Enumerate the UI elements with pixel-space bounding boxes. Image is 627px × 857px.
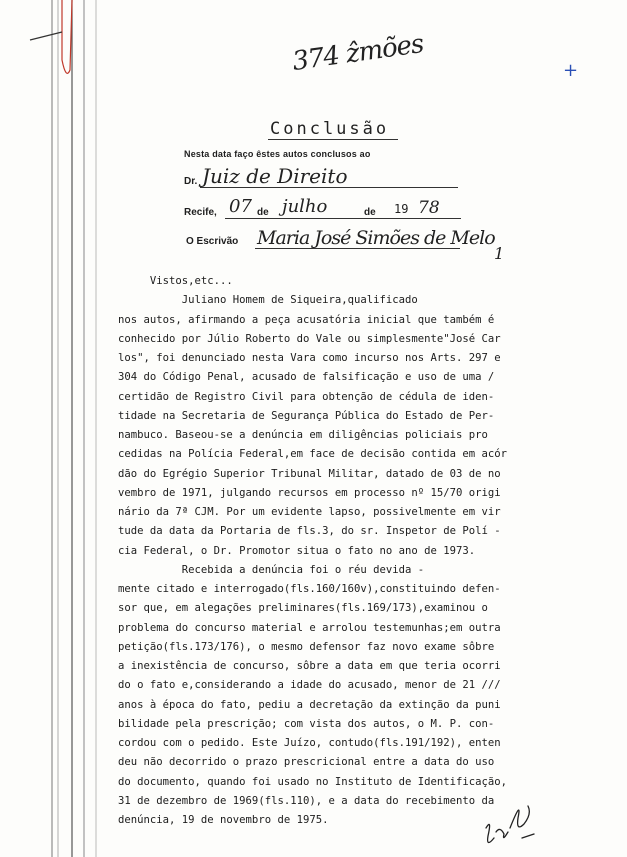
body-line: 31 de dezembro de 1969(fls.110), e a data do recebimento da [118,794,495,807]
judge-signature [478,788,540,852]
stamp-year-prefix: 19 [394,202,409,216]
stamp-conclusion-text: Nesta data faço êstes autos conclusos ao [184,149,371,159]
body-line: nos autos, afirmando a peça acusatória inicial que também é [118,313,495,326]
body-line: mente citado e interrogado(fls.160/160v),constituindo defen- [118,583,501,595]
stamp-year: 78 [418,198,440,218]
document-title: Conclusão [270,119,390,139]
body-line: tude da data da Portaria de fls.3, do sr. Inspetor de Polí - [118,525,501,538]
body-line: conhecido por Júlio Roberto do Vale ou simplesmente"José Car [118,332,501,345]
stamp-month: julho [282,196,328,217]
stamp-escrivao-signature: Maria José Simões de Melo [257,227,495,249]
body-line: tidade na Secretaria de Segurança Pública do Estado de Per- [118,409,495,422]
body-line: petição(fls.173/176), o mesmo defensor faz novo exame sôbre [118,640,495,653]
body-line: sor que, em alegações preliminares(fls.169/173),examinou o [118,602,488,615]
body-line: 304 do Código Penal, acusado de falsificação e uso de uma / [118,371,495,384]
body-line: cordou com o pedido. Este Juízo, contudo(fls.191/192), enten [118,737,501,749]
body-line: cia Federal, o Dr. Promotor situa o fato no ano de 1973. [118,544,476,557]
body-line: dão do Egrégio Superior Tribunal Militar, datado de 03 de no [118,467,501,480]
body-line: cedidas na Polícia Federal,em face de decisão contida em acór [118,448,508,461]
body-line: a inexistência de concurso, sôbre a data em que teria ocorri [118,660,501,672]
body-line: vembro de 1971, julgando recursos em processo nº 15/70 origi [118,486,501,499]
body-line: do o fato e,considerando a idade do acusado, menor de 21 /// [118,679,501,692]
stamp-de-1: de [257,207,269,218]
body-line: los", foi denunciado nesta Vara como incurso nos Arts. 297 e [118,352,501,364]
corner-mark: + [563,60,579,81]
page-number: 1 [494,244,505,263]
body-line: bilidade pela prescrição; com vista dos autos, o M. P. con- [118,717,495,730]
body-line: nambuco. Baseou-se a denúncia em diligências policiais pro [118,429,488,441]
stamp-de-2: de [364,207,376,218]
stamp-dr-label: Dr. [184,176,198,187]
stamp-dr-value: Juiz de Direito [202,164,348,188]
stamp-escrivao-label: O Escrivão [186,236,239,247]
title-underline [268,139,398,140]
body-line: problema do concurso material e arrolou testemunhas;em outra [118,621,501,634]
stamp-recife-label: Recife, [184,207,217,218]
body-line: Juliano Homem de Siqueira,qualificado [118,294,418,307]
folio-number-handwritten: 374 ẑmões [290,28,426,78]
stamp-day: 07 [229,196,252,217]
body-line: Recebida a denúncia foi o réu devida - [118,563,425,576]
stamp-date-line [225,218,461,219]
body-line: deu não decorrido o prazo prescricional entre a data do uso [118,756,495,769]
body-line: certidão de Registro Civil para obtenção de cédula de iden- [118,390,495,403]
binding-margin-lines [0,0,110,857]
body-line: anos à época do fato, pediu a decretação da extinção da puni [118,698,501,711]
body-line: Vistos,etc... [118,275,233,287]
body-text [118,272,578,830]
body-line: nário da 7ª CJM. Por um evidente lapso, possivelmente em vir [118,506,501,518]
body-line: denúncia, 19 de novembro de 1975. [118,814,329,826]
body-line: do documento, quando foi usado no Instituto de Identificação, [118,775,508,788]
